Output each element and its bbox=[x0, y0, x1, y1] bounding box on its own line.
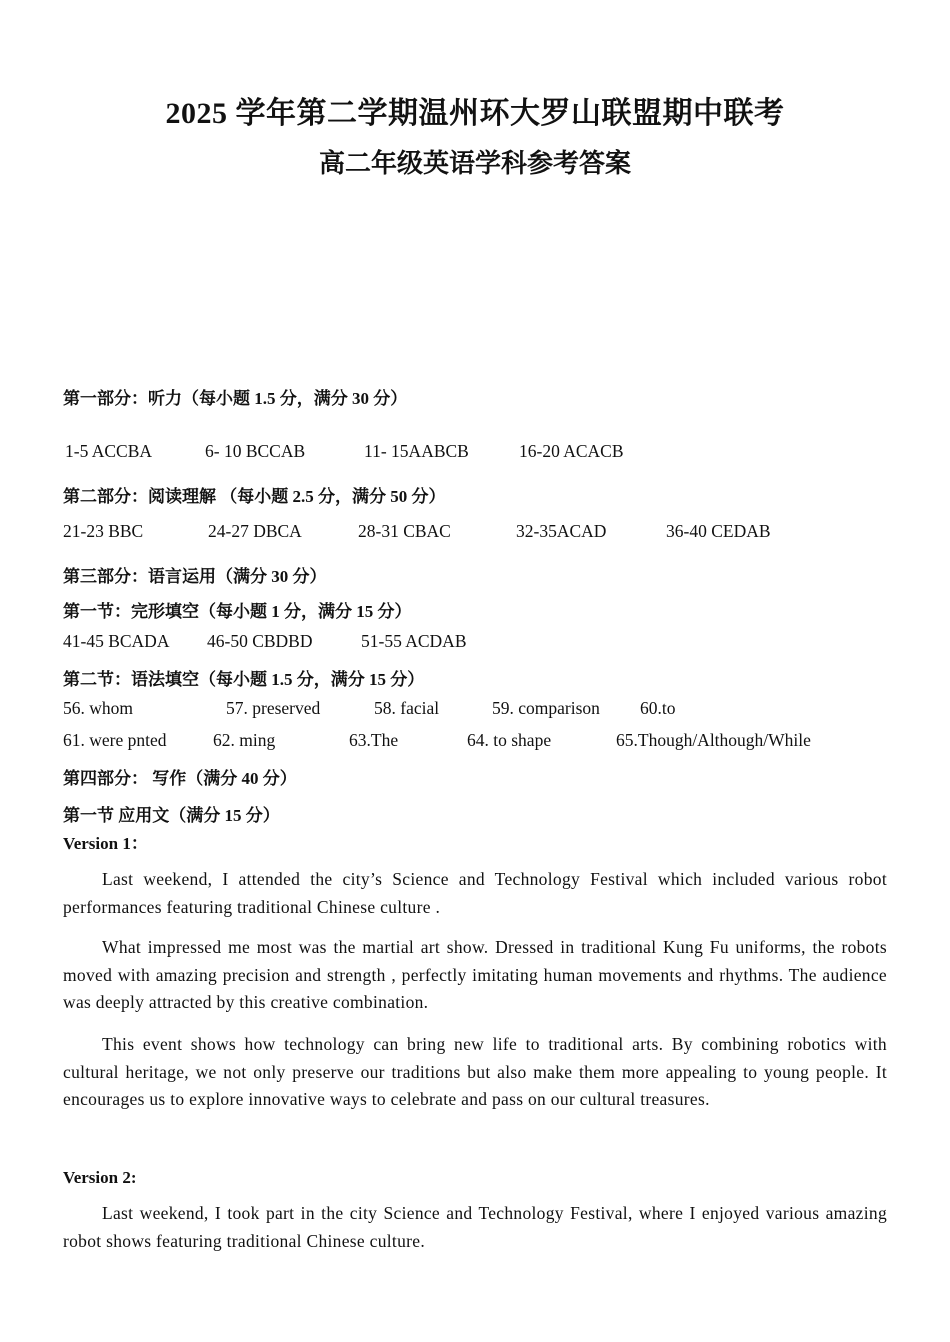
part1-answer: 16-20 ACACB bbox=[519, 441, 624, 461]
grammar-answer: 58. facial bbox=[374, 698, 440, 718]
version1-paragraph: Last weekend, I attended the city’s Science and Technology Festival which included various robot performances featuring traditional Chinese culture . bbox=[63, 869, 887, 917]
grammar-answer: 62. ming bbox=[213, 730, 276, 750]
page-subtitle: 高二年级英语学科参考答案 bbox=[318, 149, 631, 178]
page-title: 2025 学年第二学期温州环大罗山联盟期中联考 bbox=[165, 97, 785, 130]
part1-answer: 1-5 ACCBA bbox=[65, 441, 153, 461]
part2-answer: 24-27 DBCA bbox=[208, 521, 302, 541]
part3-section1-heading: 第一节：完形填空（每小题 1 分，满分 15 分） bbox=[63, 602, 412, 621]
grammar-answer: 61. were pnted bbox=[63, 730, 167, 750]
version1-paragraph: What impressed me most was the martial art show. Dressed in traditional Kung Fu uniforms, the robots moved with amazing precision and strength , perfectly imitating human movements and rhythms. The audience was deeply attracted by this creative combination. bbox=[63, 937, 887, 1012]
part1-answer: 6- 10 BCCAB bbox=[205, 441, 306, 461]
cloze-answer: 51-55 ACDAB bbox=[361, 631, 467, 651]
part1-heading: 第一部分：听力（每小题 1.5 分，满分 30 分） bbox=[63, 389, 408, 408]
grammar-answer: 56. whom bbox=[63, 698, 133, 718]
part2-answer: 32-35ACAD bbox=[516, 521, 607, 541]
version1-label: Version 1： bbox=[63, 834, 148, 853]
part2-heading: 第二部分：阅读理解 （每小题 2.5 分，满分 50 分） bbox=[63, 487, 446, 506]
grammar-answer: 65.Though/Although/While bbox=[616, 730, 811, 750]
part4-section1-heading: 第一节 应用文（满分 15 分） bbox=[63, 806, 280, 825]
grammar-answer: 64. to shape bbox=[467, 730, 552, 750]
part2-answer: 28-31 CBAC bbox=[358, 521, 451, 541]
grammar-answer: 59. comparison bbox=[492, 698, 600, 718]
version2-paragraph: Last weekend, I took part in the city Science and Technology Festival, where I enjoyed various amazing robot shows featuring traditional Chinese culture. bbox=[63, 1203, 887, 1251]
part3-heading: 第三部分：语言运用（满分 30 分） bbox=[63, 567, 327, 586]
cloze-answer: 46-50 CBDBD bbox=[207, 631, 313, 651]
grammar-answer: 60.to bbox=[640, 698, 676, 718]
grammar-answer: 57. preserved bbox=[226, 698, 321, 718]
part4-heading: 第四部分： 写作（满分 40 分） bbox=[63, 769, 297, 788]
grammar-answer: 63.The bbox=[349, 730, 399, 750]
part2-answer: 21-23 BBC bbox=[63, 521, 144, 541]
version2-label: Version 2: bbox=[63, 1168, 137, 1187]
cloze-answer: 41-45 BCADA bbox=[63, 631, 170, 651]
version1-paragraph: This event shows how technology can bring new life to traditional arts. By combining robotics with cultural heritage, we not only preserve our traditions but also make them more appealing to young people. It encourages us to explore innovative ways to celebrate and pass on our cultural treasures. bbox=[63, 1034, 887, 1109]
part3-section2-heading: 第二节：语法填空（每小题 1.5 分，满分 15 分） bbox=[63, 670, 425, 689]
part2-answer: 36-40 CEDAB bbox=[666, 521, 771, 541]
part1-answer: 11- 15AABCB bbox=[364, 441, 469, 461]
